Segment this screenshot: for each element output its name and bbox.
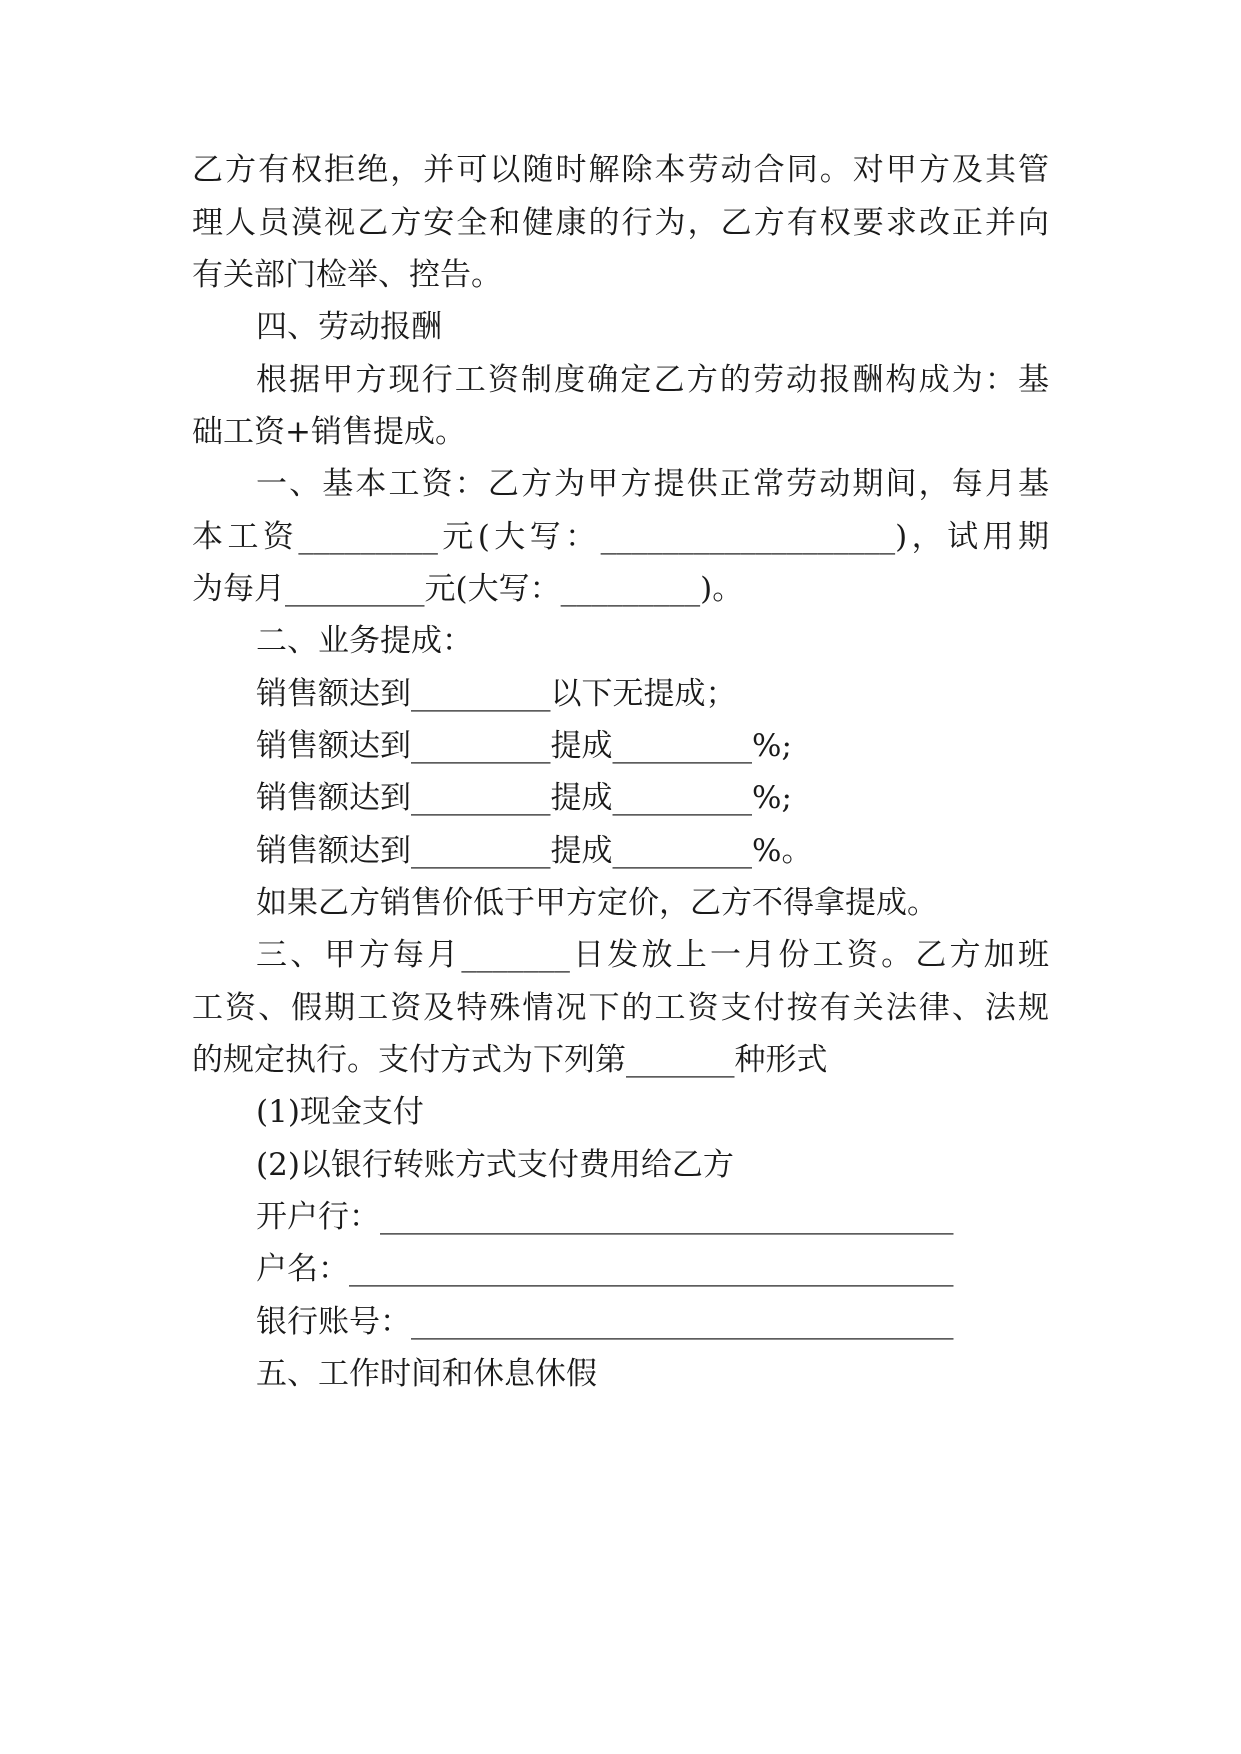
text-line: (2)以银行转账方式支付费用给乙方 [256,1147,734,1183]
text-line: 销售额达到_________提成_________%; [256,780,792,816]
text-line: 如果乙方销售价低于甲方定价，乙方不得拿提成。 [256,885,938,921]
text-line: (1)现金支付 [256,1094,424,1130]
text-line: 乙方有权拒绝，并可以随时解除本劳动合同。对甲方及其管 [192,152,1049,188]
text-line: 销售额达到_________提成_________%; [256,728,792,764]
text-line: 工资、假期工资及特殊情况下的工资支付按有关法律、法规 [192,990,1049,1026]
text-line: 一、基本工资：乙方为甲方提供正常劳动期间，每月基 [256,466,1049,502]
section-heading: 五、工作时间和休息休假 [256,1356,597,1392]
text-line: 开户行：_____________________________________ [256,1199,954,1235]
text-line: 础工资+销售提成。 [192,414,466,450]
text-line: 本工资_________元(大写：___________________)，试用期 [192,519,1049,555]
text-line: 销售额达到_________以下无提成； [256,676,737,712]
text-line: 有关部门检举、控告。 [192,257,502,293]
text-line: 的规定执行。支付方式为下列第_______种形式 [192,1042,828,1078]
section-heading: 四、劳动报酬 [256,309,442,345]
text-line: 户名：_______________________________________ [256,1251,954,1287]
text-line: 理人员漠视乙方安全和健康的行为，乙方有权要求改正并向 [192,205,1049,241]
text-line: 根据甲方现行工资制度确定乙方的劳动报酬构成为：基 [256,362,1049,398]
text-line: 销售额达到_________提成_________%。 [256,833,813,869]
text-line: 为每月_________元(大写：_________)。 [192,571,744,607]
text-line: 二、业务提成： [256,623,473,659]
text-line: 银行账号：___________________________________ [256,1304,954,1340]
text-line: 三、甲方每月_______日发放上一月份工资。乙方加班 [256,937,1049,973]
